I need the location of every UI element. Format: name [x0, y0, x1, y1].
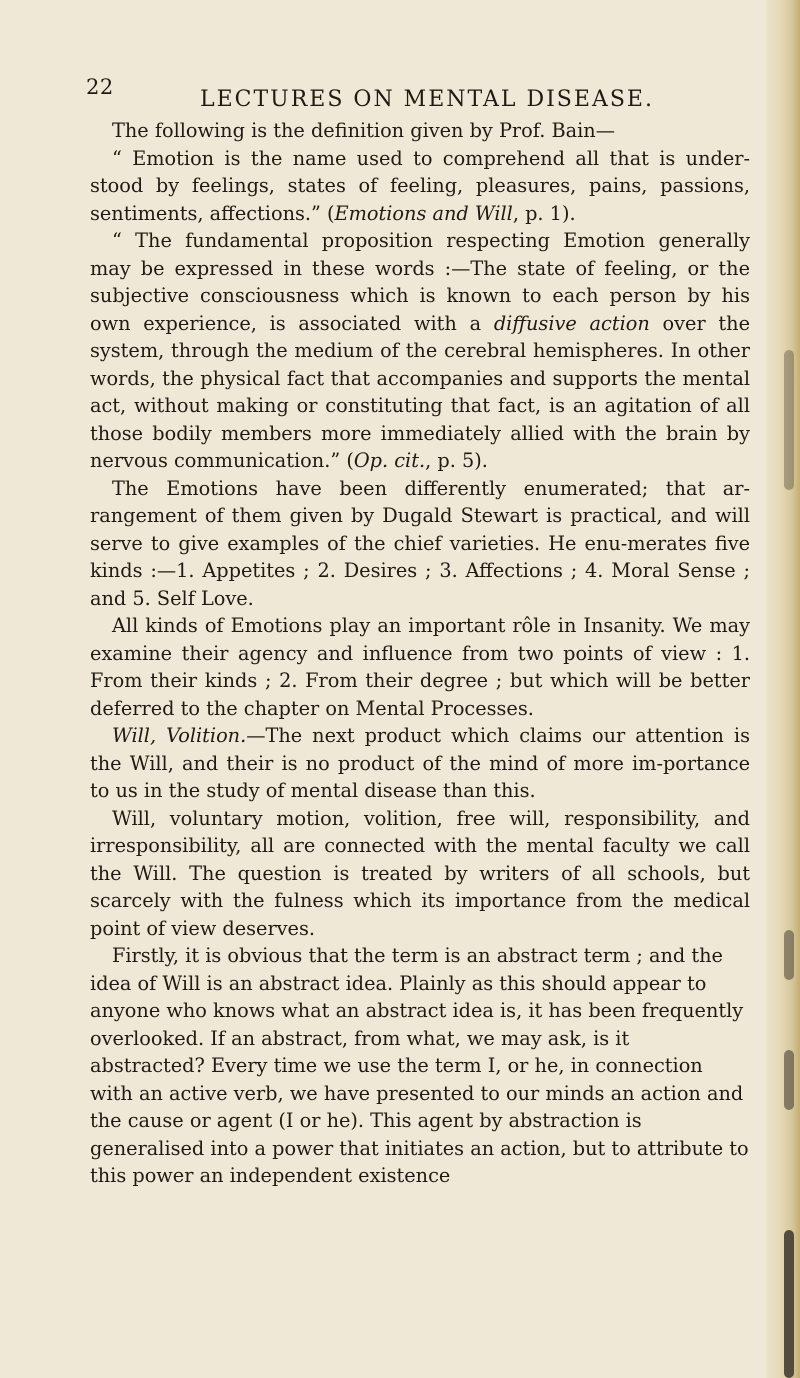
paragraph-2 — [90, 145, 750, 228]
text-run: Firstly, it is obvious that the term is an abstract term ; and the idea of Will is an abstract idea. Plainly as this should appear to anyone who knows what an abstract idea is, it has been frequently overlooked. If an abstract, from what, we may ask, is it abstracted? Every time we use the term I, or he, in connection with an active verb, we have presented to our minds an action and the cause or agent (I or he). This agent by abstraction is generalised into a power that initiates an action, but to attribute to this power an independent existence — [90, 944, 749, 1187]
paragraph-5 — [90, 612, 750, 722]
running-head: LECTURES ON MENTAL DISEASE. — [200, 87, 654, 112]
text-run: Will, voluntary motion, volition, free will, responsibility, and irresponsibility, all are connected with the mental faculty we call the Will. The question is treated by writers of all schools, but scarcely with the fulness which its importance from the medical point of view deserves. — [90, 806, 750, 940]
text-run: —The next product which claims our attention is the Will, and their is no product of the mind of more im-portance to us in the study of mental disease than this. — [90, 724, 750, 802]
text-run: , p. 1). — [512, 201, 576, 225]
text-run: “ Emotion is the name used to comprehend all that is under-stood by feelings, states of feeling, pleasures, pains, passions, sentiments, affections.” ( — [90, 146, 750, 225]
page-edge — [766, 0, 800, 1378]
text-run: , p. 5). — [425, 449, 488, 472]
page-edge-shadow — [784, 1230, 794, 1378]
text-run: “ The fundamental proposition respecting Emotion generally may be expressed in these words :—The state of feeling, or the subjective consciousness which is known to each person by his own experience, is associated with a — [90, 229, 750, 335]
paragraph-1 — [90, 117, 750, 145]
paragraph-8 — [90, 942, 750, 1190]
paragraph-3 — [90, 227, 750, 475]
text-run: The Emotions have been differently enumerated; that ar-rangement of them given by Dugald Stewart is practical, and will serve to give examples of the chief varieties. He enu-merates five kinds :—1. Appetites ; 2. Desires ; 3. Affections ; 4. Moral Sense ; and 5. Self Love. — [90, 476, 750, 610]
page-edge-shadow — [784, 1050, 794, 1110]
section-heading: Will, Volition. — [112, 724, 247, 747]
text-run: over the system, through the medium of the cerebral hemispheres. In other words, the physical fact that accompanies and supports the mental act, without making or constituting that fact, is an agitation of all those bodily members more immediately allied with the brain by nervous communication.” ( — [90, 311, 750, 472]
paragraph-7 — [90, 805, 750, 943]
paragraph-4 — [90, 475, 750, 613]
body-text — [90, 117, 750, 1190]
paragraph-6 — [90, 722, 750, 805]
page-edge-shadow — [784, 350, 794, 490]
emphasis-text: diffusive action — [493, 311, 650, 335]
text-run: The following is the definition given by Prof. Bain— — [112, 119, 615, 142]
page-edge-shadow — [784, 930, 794, 980]
citation-title: Emotions and Will — [334, 201, 513, 225]
citation-title: Op. cit. — [353, 449, 426, 472]
page-number: 22 — [86, 75, 114, 99]
text-run: All kinds of Emotions play an important rôle in Insanity. We may examine their agency and influence from two points of view : 1. From their kinds ; 2. From their degree ; but which will be better deferred to the chapter on Mental Processes. — [90, 614, 750, 720]
